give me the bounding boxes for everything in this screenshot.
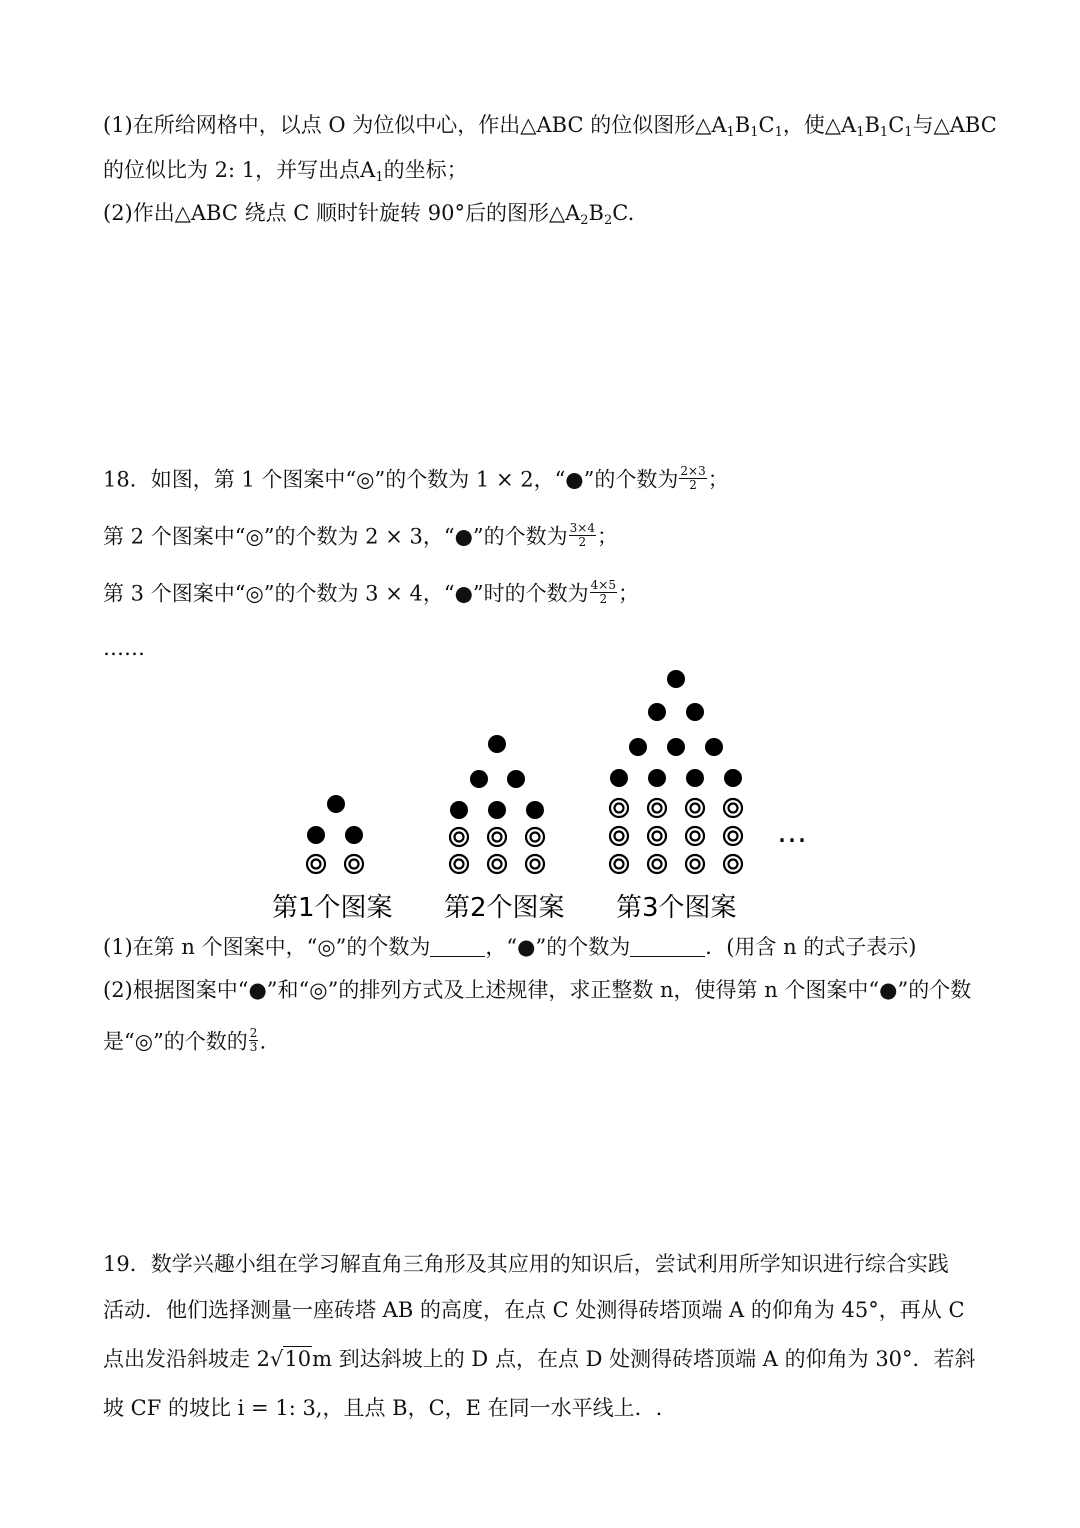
q18-sub2-cont: 是“◎”的个数的 $\frac{2}{3}$ . <box>103 1026 267 1054</box>
caption-pattern-2: 第2个图案 <box>444 893 565 923</box>
pattern-1 <box>307 795 363 873</box>
solid-dot <box>648 769 666 787</box>
fraction: $\frac{2}{3}$ <box>249 1026 258 1054</box>
solid-dot <box>345 826 363 844</box>
solid-dot <box>488 801 506 819</box>
double-ring <box>345 855 363 873</box>
solid-dot <box>488 735 506 753</box>
pattern-3 <box>610 670 742 873</box>
double-ring <box>488 828 506 846</box>
q17-part1-line2: 的位似比为 2: 1，并写出点$A_1$的坐标； <box>103 158 468 185</box>
double-ring <box>648 827 666 845</box>
answer-blank[interactable] <box>430 938 485 957</box>
solid-dot <box>686 769 704 787</box>
double-ring <box>307 855 325 873</box>
solid-dot <box>610 769 628 787</box>
solid-dot <box>470 770 488 788</box>
double-ring <box>526 855 544 873</box>
double-ring <box>724 799 742 817</box>
double-ring <box>450 828 468 846</box>
solid-dot <box>705 738 723 756</box>
pattern-figure <box>260 660 820 930</box>
fraction: $\frac{4\times 5}{2}$ <box>590 578 616 606</box>
solid-dot <box>667 670 685 688</box>
double-ring <box>610 855 628 873</box>
q18-line1: 18．如图，第 1 个图案中“◎”的个数为 1 × 2，“●”的个数为 $\frac{2\times 3}{2}$ ； <box>103 464 729 492</box>
solid-dot <box>307 826 325 844</box>
solid-dot <box>450 801 468 819</box>
solid-dot <box>686 703 704 721</box>
caption-pattern-3: 第3个图案 <box>616 893 737 923</box>
double-ring <box>686 827 704 845</box>
q18-sub2: (2)根据图案中“●”和“◎”的排列方式及上述规律，求正整数 n，使得第 n 个图案中“●”的个数 <box>103 978 972 1002</box>
double-ring <box>648 799 666 817</box>
q17-part2: (2)作出△ABC 绕点 C 顺时针旋转 90°后的图形$\triangle A_2B_2C$. <box>103 201 635 228</box>
q18-ellipsis: …… <box>103 636 145 660</box>
solid-dot <box>327 795 345 813</box>
double-ring <box>450 855 468 873</box>
solid-dot <box>667 738 685 756</box>
pattern-2 <box>450 735 544 873</box>
q18-line3: 第 3 个图案中“◎”的个数为 3 × 4，“●”时的个数为 $\frac{4\times 5}{2}$ ； <box>103 578 639 606</box>
double-ring <box>488 855 506 873</box>
q18-line2: 第 2 个图案中“◎”的个数为 2 × 3，“●”的个数为 $\frac{3\times 4}{2}$ ； <box>103 521 618 549</box>
q19-line4: 坡 CF 的坡比 i = 1: 3,，且点 B，C，E 在同一水平线上．. <box>103 1396 663 1420</box>
caption-pattern-1: 第1个图案 <box>272 893 393 923</box>
square-root: √10 <box>270 1347 312 1371</box>
q18-sub1: (1)在第 n 个图案中，“◎”的个数为 ，“●”的个数为 ．(用含 n 的式子表示) <box>103 935 917 959</box>
solid-dot <box>648 703 666 721</box>
q17-part1-line1: (1)在所给网格中，以点 O 为位似中心，作出△ABC 的位似图形$\triangle A_1B_1C_1$，使$\triangle A_1B_1C_1$与△ABC <box>103 113 997 140</box>
double-ring <box>610 799 628 817</box>
answer-blank[interactable] <box>630 938 705 957</box>
double-ring <box>526 828 544 846</box>
solid-dot <box>526 801 544 819</box>
q19-line3: 点出发沿斜坡走 2√10m 到达斜坡上的 D 点，在点 D 处测得砖塔顶端 A 的仰角为 30°．若斜 <box>103 1347 976 1371</box>
q19-line2: 活动．他们选择测量一座砖塔 AB 的高度，在点 C 处测得砖塔顶端 A 的仰角为 45°，再从 C <box>103 1298 965 1322</box>
double-ring <box>724 827 742 845</box>
double-ring <box>724 855 742 873</box>
double-ring <box>648 855 666 873</box>
solid-dot <box>724 769 742 787</box>
fraction: $\frac{2\times 3}{2}$ <box>680 464 706 492</box>
q19-line1: 19．数学兴趣小组在学习解直角三角形及其应用的知识后，尝试利用所学知识进行综合实践 <box>103 1252 949 1276</box>
double-ring <box>686 855 704 873</box>
double-ring <box>610 827 628 845</box>
solid-dot <box>507 770 525 788</box>
continuation-dots: … <box>777 815 807 850</box>
solid-dot <box>629 738 647 756</box>
fraction: $\frac{3\times 4}{2}$ <box>569 521 595 549</box>
double-ring <box>686 799 704 817</box>
